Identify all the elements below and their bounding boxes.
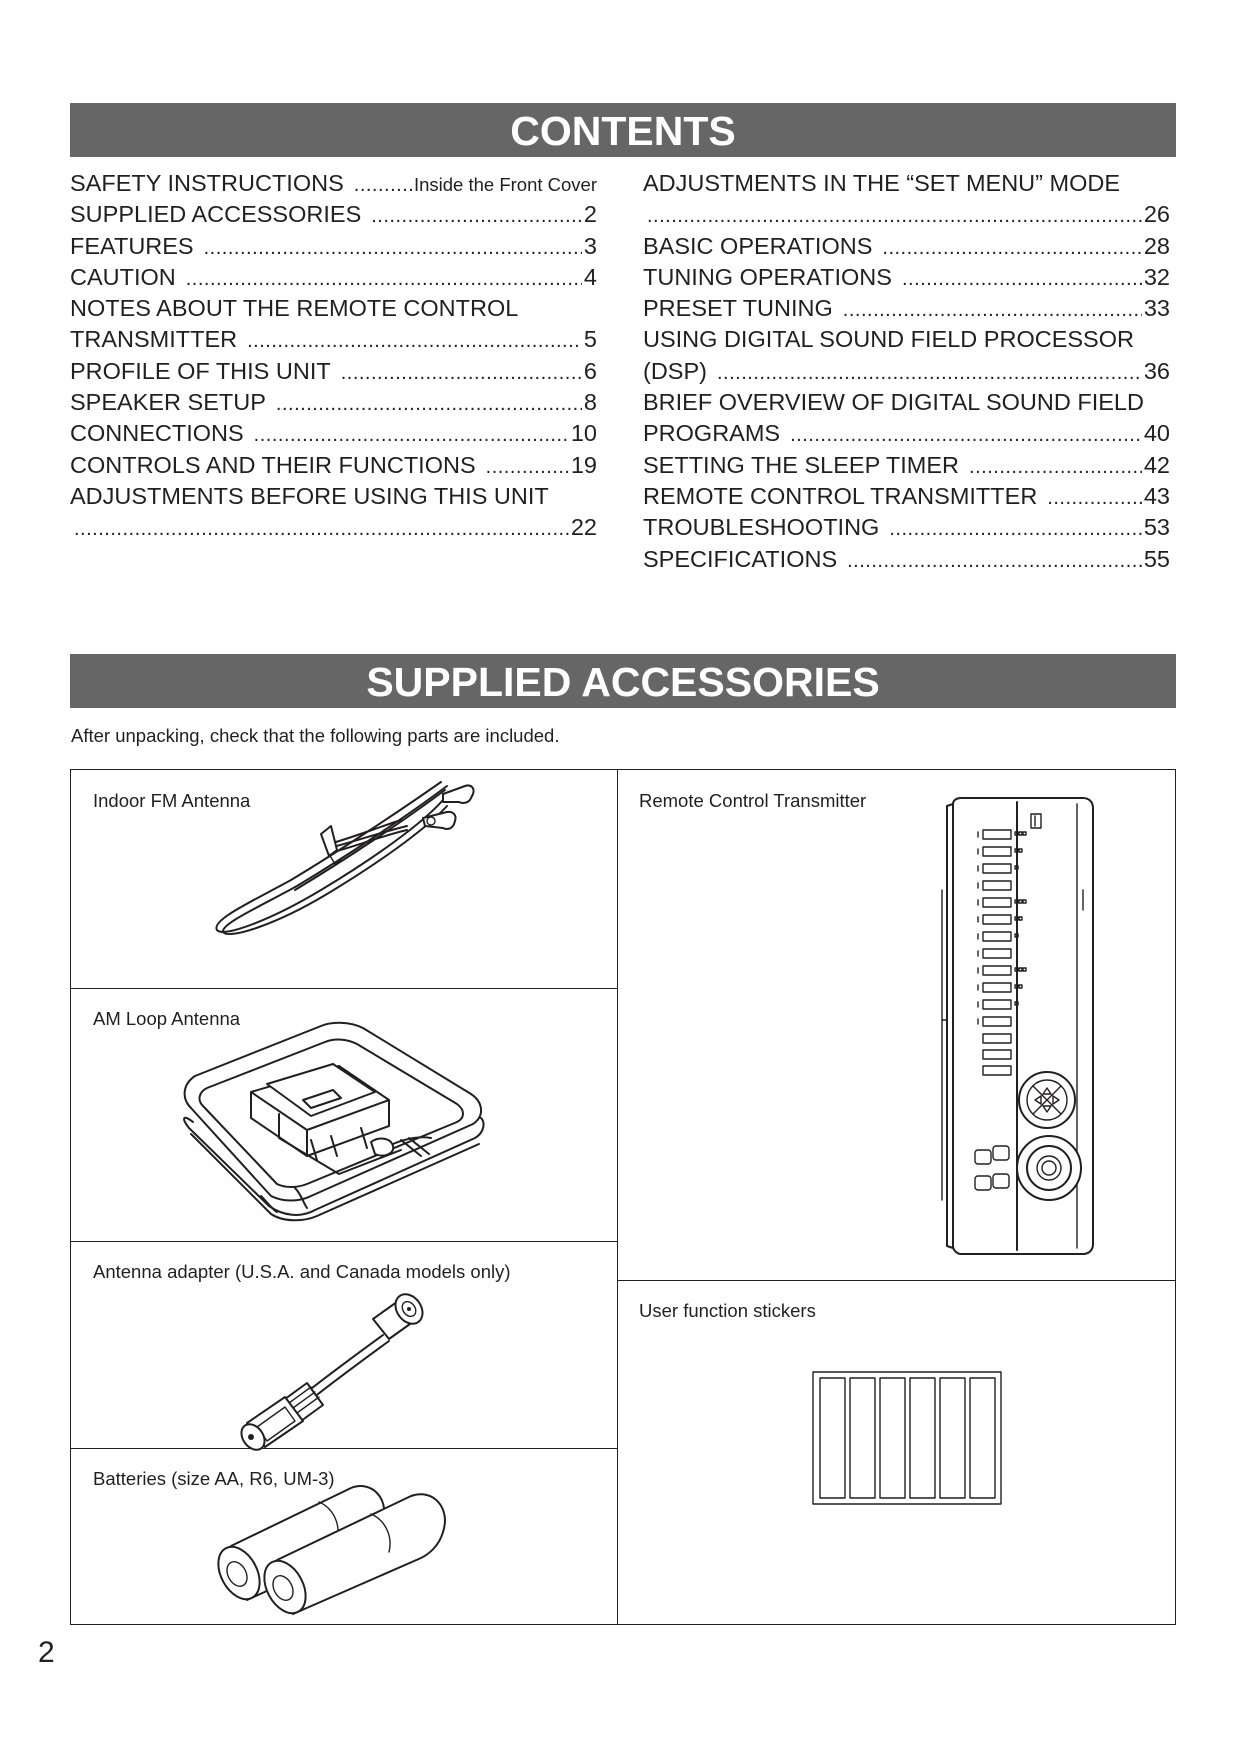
contents-list-right bbox=[643, 168, 1170, 575]
antenna-adapter-icon bbox=[71, 1241, 617, 1448]
toc-entry-page: 5 bbox=[583, 326, 597, 353]
remote-button bbox=[983, 1050, 1011, 1059]
toc-dot-leader bbox=[843, 295, 1142, 326]
toc-entry-title: ADJUSTMENTS BEFORE USING THIS UNIT bbox=[70, 482, 549, 509]
toc-entry-title: REMOTE CONTROL TRANSMITTER bbox=[643, 482, 1038, 509]
toc-dot-leader bbox=[486, 452, 569, 483]
fm-antenna-label: Indoor FM Antenna bbox=[93, 790, 251, 811]
toc-entry-title: CAUTION bbox=[70, 263, 176, 290]
batteries-icon bbox=[71, 1448, 617, 1624]
stickers-cell bbox=[617, 1280, 1175, 1624]
toc-dot-leader bbox=[354, 170, 412, 201]
toc-entry bbox=[70, 199, 597, 230]
sticker-slot bbox=[820, 1378, 845, 1498]
remote-button bbox=[983, 983, 1011, 992]
toc-entry-page: 40 bbox=[1143, 420, 1170, 447]
toc-entry-page: 43 bbox=[1143, 482, 1170, 509]
sticker-slot bbox=[940, 1378, 965, 1498]
sticker-slot bbox=[880, 1378, 905, 1498]
toc-dot-leader bbox=[889, 514, 1142, 545]
toc-entry-page: 42 bbox=[1143, 451, 1170, 478]
stickers-label: User function stickers bbox=[639, 1300, 816, 1321]
toc-dot-leader bbox=[204, 233, 582, 264]
toc-entry-page: 10 bbox=[570, 420, 597, 447]
toc-entry bbox=[70, 481, 597, 512]
toc-entry bbox=[70, 418, 597, 449]
am-loop-antenna-icon bbox=[71, 988, 617, 1241]
toc-entry-page: 3 bbox=[583, 232, 597, 259]
toc-dot-leader bbox=[341, 358, 582, 389]
remote-button bbox=[983, 847, 1011, 856]
toc-entry-title: FEATURES bbox=[70, 232, 194, 259]
batteries-cell bbox=[71, 1448, 617, 1624]
toc-entry-page: 55 bbox=[1143, 545, 1170, 572]
fm-antenna-cell bbox=[71, 770, 617, 988]
toc-entry bbox=[643, 356, 1170, 387]
toc-entry-title: SAFETY INSTRUCTIONS bbox=[70, 170, 344, 196]
page-number: 2 bbox=[38, 1636, 55, 1669]
remote-button bbox=[983, 915, 1011, 924]
toc-dot-leader bbox=[276, 389, 582, 420]
toc-entry-title: SETTING THE SLEEP TIMER bbox=[643, 451, 960, 478]
toc-dot-leader bbox=[882, 233, 1141, 264]
toc-entry-title: PROGRAMS bbox=[643, 420, 781, 447]
remote-label: Remote Control Transmitter bbox=[639, 790, 867, 811]
remote-button bbox=[983, 830, 1011, 839]
remote-button bbox=[983, 932, 1011, 941]
toc-entry-page: 26 bbox=[1143, 201, 1170, 228]
toc-entry bbox=[643, 418, 1170, 449]
toc-entry bbox=[643, 544, 1170, 575]
toc-dot-leader bbox=[847, 546, 1142, 577]
am-antenna-label: AM Loop Antenna bbox=[93, 1008, 241, 1029]
toc-entry bbox=[643, 324, 1170, 355]
remote-button bbox=[983, 1017, 1011, 1026]
toc-entry-title: TRANSMITTER bbox=[70, 326, 238, 353]
remote-button bbox=[983, 949, 1011, 958]
toc-entry bbox=[643, 450, 1170, 481]
toc-entry bbox=[70, 231, 597, 262]
toc-dot-leader bbox=[1047, 483, 1142, 514]
contents-list-left bbox=[70, 168, 597, 544]
sticker-slot bbox=[970, 1378, 995, 1498]
toc-entry-page: Inside the Front Cover bbox=[413, 174, 597, 195]
toc-entry-page: 4 bbox=[583, 263, 597, 290]
toc-entry-title: SUPPLIED ACCESSORIES bbox=[70, 201, 362, 228]
accessories-table bbox=[70, 769, 1176, 1625]
remote-button bbox=[983, 1000, 1011, 1009]
toc-entry-title: SPEAKER SETUP bbox=[70, 389, 266, 416]
toc-dot-leader bbox=[647, 201, 1142, 232]
toc-entry-page: 6 bbox=[583, 357, 597, 384]
batteries-label: Batteries (size AA, R6, UM-3) bbox=[93, 1468, 335, 1489]
toc-entry-title: BRIEF OVERVIEW OF DIGITAL SOUND FIELD bbox=[643, 389, 1144, 416]
toc-entry bbox=[643, 262, 1170, 293]
toc-entry-page: 8 bbox=[583, 389, 597, 416]
toc-entry bbox=[70, 293, 597, 324]
toc-entry bbox=[643, 387, 1170, 418]
toc-entry-title: TROUBLESHOOTING bbox=[643, 514, 880, 541]
toc-entry-page: 53 bbox=[1143, 514, 1170, 541]
toc-entry bbox=[70, 512, 597, 543]
toc-entry-page: 28 bbox=[1143, 232, 1170, 259]
toc-entry-title: CONTROLS AND THEIR FUNCTIONS bbox=[70, 451, 476, 478]
adapter-label: Antenna adapter (U.S.A. and Canada models only) bbox=[93, 1261, 511, 1282]
remote-button bbox=[983, 864, 1011, 873]
user-function-stickers-icon bbox=[617, 1280, 1175, 1624]
sticker-slot bbox=[910, 1378, 935, 1498]
accessories-heading: SUPPLIED ACCESSORIES bbox=[70, 654, 1176, 708]
toc-entry-page: 2 bbox=[583, 201, 597, 228]
toc-entry bbox=[643, 168, 1170, 199]
toc-entry bbox=[70, 324, 597, 355]
toc-dot-leader bbox=[371, 201, 582, 232]
remote-button bbox=[983, 898, 1011, 907]
remote-button bbox=[983, 1066, 1011, 1075]
toc-entry bbox=[643, 481, 1170, 512]
toc-entry bbox=[70, 168, 597, 199]
toc-entry-title: NOTES ABOUT THE REMOTE CONTROL bbox=[70, 295, 519, 322]
toc-entry-title: PRESET TUNING bbox=[643, 295, 833, 322]
toc-entry-title: BASIC OPERATIONS bbox=[643, 232, 873, 259]
adapter-cell bbox=[71, 1241, 617, 1448]
toc-dot-leader bbox=[247, 326, 582, 357]
toc-entry bbox=[70, 262, 597, 293]
toc-entry bbox=[643, 512, 1170, 543]
toc-entry bbox=[70, 356, 597, 387]
remote-cell bbox=[617, 770, 1175, 1280]
toc-dot-leader bbox=[969, 452, 1142, 483]
toc-entry-title: SPECIFICATIONS bbox=[643, 545, 838, 572]
toc-entry-page: 36 bbox=[1143, 357, 1170, 384]
toc-entry bbox=[643, 231, 1170, 262]
toc-dot-leader bbox=[74, 514, 569, 545]
toc-entry-page: 32 bbox=[1143, 263, 1170, 290]
toc-dot-leader bbox=[790, 420, 1142, 451]
remote-button bbox=[983, 966, 1011, 975]
toc-entry-title: USING DIGITAL SOUND FIELD PROCESSOR bbox=[643, 326, 1134, 353]
toc-dot-leader bbox=[186, 264, 582, 295]
fm-antenna-icon bbox=[71, 770, 617, 988]
toc-entry-page: 19 bbox=[570, 451, 597, 478]
am-antenna-cell bbox=[71, 988, 617, 1241]
toc-entry-title: (DSP) bbox=[643, 357, 707, 384]
toc-entry-title: CONNECTIONS bbox=[70, 420, 244, 447]
toc-dot-leader bbox=[902, 264, 1142, 295]
toc-dot-leader bbox=[254, 420, 569, 451]
toc-entry-title: PROFILE OF THIS UNIT bbox=[70, 357, 331, 384]
toc-dot-leader bbox=[717, 358, 1142, 389]
accessories-intro: After unpacking, check that the following parts are included. bbox=[71, 725, 560, 746]
toc-entry bbox=[70, 387, 597, 418]
toc-entry bbox=[70, 450, 597, 481]
toc-entry-title: TUNING OPERATIONS bbox=[643, 263, 892, 290]
toc-entry-page: 22 bbox=[570, 514, 597, 541]
contents-heading: CONTENTS bbox=[70, 103, 1176, 157]
toc-entry-title: ADJUSTMENTS IN THE “SET MENU” MODE bbox=[643, 170, 1120, 196]
toc-entry bbox=[643, 199, 1170, 230]
remote-button bbox=[983, 1034, 1011, 1043]
toc-entry bbox=[643, 293, 1170, 324]
remote-button bbox=[983, 881, 1011, 890]
sticker-slot bbox=[850, 1378, 875, 1498]
remote-control-icon bbox=[617, 770, 1175, 1280]
toc-entry-page: 33 bbox=[1143, 295, 1170, 322]
